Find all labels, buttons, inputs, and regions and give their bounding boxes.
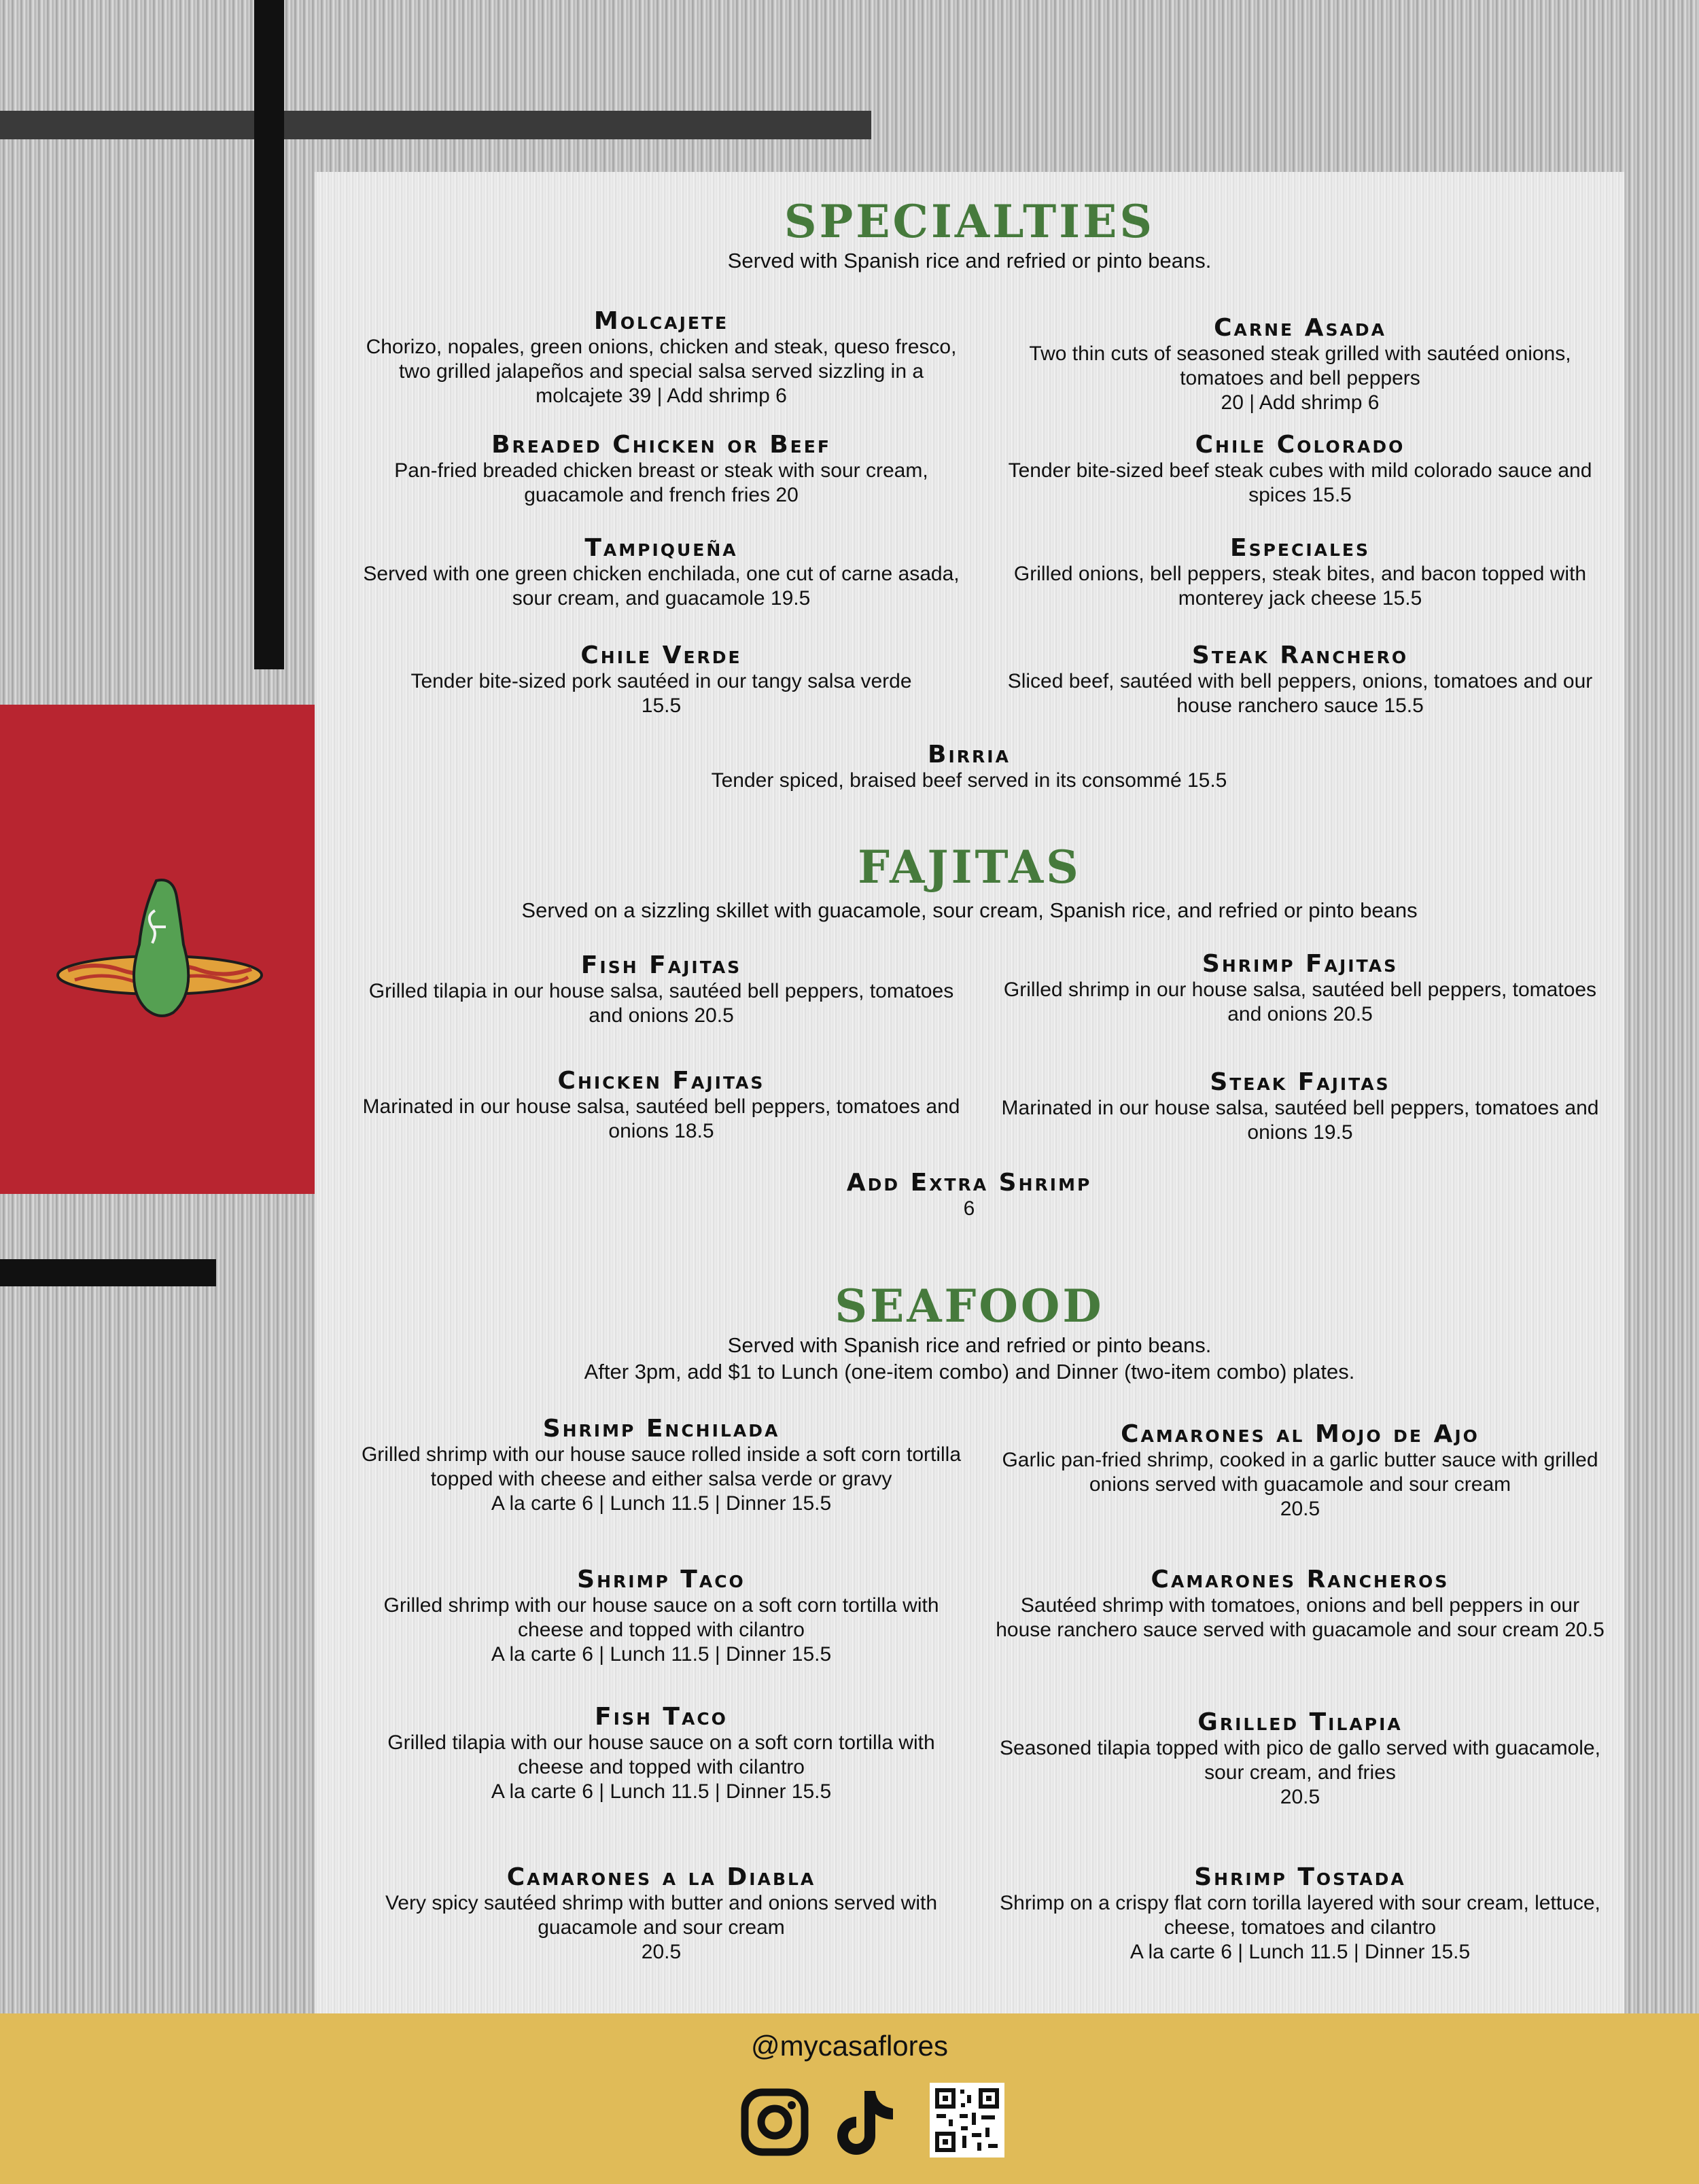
menu-item [994,951,1606,1027]
qr-code[interactable] [930,2083,1004,2157]
decorative-bar-top [0,111,871,139]
item-name: Birria [928,741,1011,769]
social-handle[interactable]: @mycasaflores [750,2030,949,2062]
item-name: Shrimp Tostada [1194,1863,1406,1891]
menu-item [355,1566,967,1667]
decorative-bar-vertical [254,0,284,669]
item-desc: Shrimp on a crispy flat corn torilla layered with sour cream, lettuce, cheese, tomatoes and cilantro A la carte 6 | Lunch 11.5 | Dinner 15.5 [1000,1892,1600,1963]
menu-item [994,1069,1606,1145]
menu-item [663,741,1275,793]
item-desc: Tender spiced, braised beef served in its consommé 15.5 [711,769,1227,792]
item-desc: Sliced beef, sautéed with bell peppers, onions, tomatoes and our house ranchero sauce 15.5 [1007,670,1593,717]
specialties-subtitle: Served with Spanish rice and refried or pinto beans. [727,249,1212,272]
menu-item [355,1068,967,1144]
item-desc: Grilled tilapia in our house salsa, sautéed bell peppers, tomatoes and onions 20.5 [368,980,954,1027]
menu-item [994,431,1606,508]
item-desc: Sautéed shrimp with tomatoes, onions and bell peppers in our house ranchero sauce served with guacamole and sour cream 20.5 [996,1594,1605,1641]
menu-item [994,315,1606,415]
item-name: Fish Taco [595,1703,728,1731]
menu-item [355,642,967,718]
item-desc: Pan-fried breaded chicken breast or steak with sour cream, guacamole and french fries 20 [394,459,928,506]
decorative-bar-lower [0,1259,216,1286]
menu-item [355,1704,967,1804]
item-desc: Marinated in our house salsa, sautéed bell peppers, tomatoes and onions 18.5 [362,1095,960,1142]
item-desc: Served with one green chicken enchilada, one cut of carne asada, sour cream, and guacamole 19.5 [363,563,960,610]
item-name: Molcajete [593,307,729,335]
seafood-subtitle: Served with Spanish rice and refried or pinto beans. [727,1333,1212,1357]
fajitas-subtitle: Served on a sizzling skillet with guacamole, sour cream, Spanish rice, and refried or pinto beans [521,898,1418,922]
menu-card [315,172,1624,2015]
item-desc: Grilled tilapia with our house sauce on a soft corn tortilla with cheese and topped with cilantro A la carte 6 | Lunch 11.5 | Dinner 15.5 [387,1731,935,1803]
item-desc: Two thin cuts of seasoned steak grilled with sautéed onions, tomatoes and bell peppers 20 | Add shrimp 6 [1029,342,1571,414]
item-name: Especiales [1229,534,1370,562]
item-desc: Tender bite-sized pork sautéed in our tangy salsa verde 15.5 [410,670,912,717]
item-name: Carne Asada [1214,314,1386,342]
specialties-title: SPECIALTIES [784,195,1155,248]
item-name: Chile Verde [580,641,742,669]
menu-item [663,1169,1275,1221]
item-desc: Grilled shrimp with our house sauce on a soft corn tortilla with cheese and topped with cilantro A la carte 6 | Lunch 11.5 | Dinner 15.5 [383,1594,939,1666]
item-name: Shrimp Enchilada [542,1415,780,1443]
item-desc: Grilled onions, bell peppers, steak bites, and bacon topped with monterey jack cheese 15.5 [1013,563,1587,610]
item-desc: 6 [963,1197,975,1220]
menu-item [994,1421,1606,1521]
item-name: Chile Colorado [1195,431,1405,459]
menu-item [355,431,967,508]
item-desc: Marinated in our house salsa, sautéed bell peppers, tomatoes and onions 19.5 [1001,1097,1599,1144]
item-name: Grilled Tilapia [1197,1708,1403,1736]
item-name: Camarones Rancheros [1151,1566,1450,1593]
item-name: Fish Fajitas [580,951,742,979]
menu-item [994,1864,1606,1965]
item-desc: Chorizo, nopales, green onions, chicken and steak, queso fresco, two grilled jalapeños and special salsa served sizzling in a molcajete 39 | Add shrimp 6 [366,336,957,407]
menu-item [994,1566,1606,1642]
menu-item [355,308,967,408]
item-name: Tampiqueña [584,534,738,562]
item-name: Steak Ranchero [1191,641,1409,669]
item-name: Steak Fajitas [1210,1068,1390,1096]
tiktok-icon[interactable] [830,2088,896,2156]
menu-item [355,1864,967,1965]
item-name: Add Extra Shrimp [846,1169,1092,1197]
item-desc: Tender bite-sized beef steak cubes with mild colorado sauce and spices 15.5 [1008,459,1592,506]
menu-item [355,952,967,1028]
item-name: Camarones al Mojo de Ajo [1121,1420,1479,1448]
seafood-title: SEAFOOD [835,1280,1104,1333]
item-desc: Grilled shrimp with our house sauce rolled inside a soft corn tortilla topped with cheese and either salsa verde or gravy A la carte 6 | Lunch 11.5 | Dinner 15.5 [361,1443,962,1515]
item-name: Chicken Fajitas [557,1067,765,1095]
item-name: Shrimp Fajitas [1202,950,1399,978]
fajitas-title: FAJITAS [858,841,1081,894]
seafood-subtitle-note: After 3pm, add $1 to Lunch (one-item combo) and Dinner (two-item combo) plates. [584,1360,1355,1384]
menu-item [355,535,967,611]
footer [0,2013,1699,2184]
item-name: Breaded Chicken or Beef [491,431,831,459]
item-name: Shrimp Taco [577,1566,746,1593]
menu-item [994,1709,1606,1810]
item-desc: Garlic pan-fried shrimp, cooked in a garlic butter sauce with grilled onions served with guacamole and sour cream 20.5 [1002,1449,1598,1520]
item-name: Camarones a la Diabla [506,1863,816,1891]
menu-item [994,535,1606,611]
menu-item [355,1415,967,1516]
item-desc: Very spicy sautéed shrimp with butter and onions served with guacamole and sour cream 20.5 [385,1892,938,1963]
menu-item [994,642,1606,718]
instagram-icon[interactable] [741,2088,809,2156]
item-desc: Seasoned tilapia topped with pico de gallo served with guacamole, sour cream, and fries 20.5 [1000,1737,1600,1808]
sombrero-pepper-logo [54,870,265,1033]
item-desc: Grilled shrimp in our house salsa, sautéed bell peppers, tomatoes and onions 20.5 [1003,979,1597,1025]
